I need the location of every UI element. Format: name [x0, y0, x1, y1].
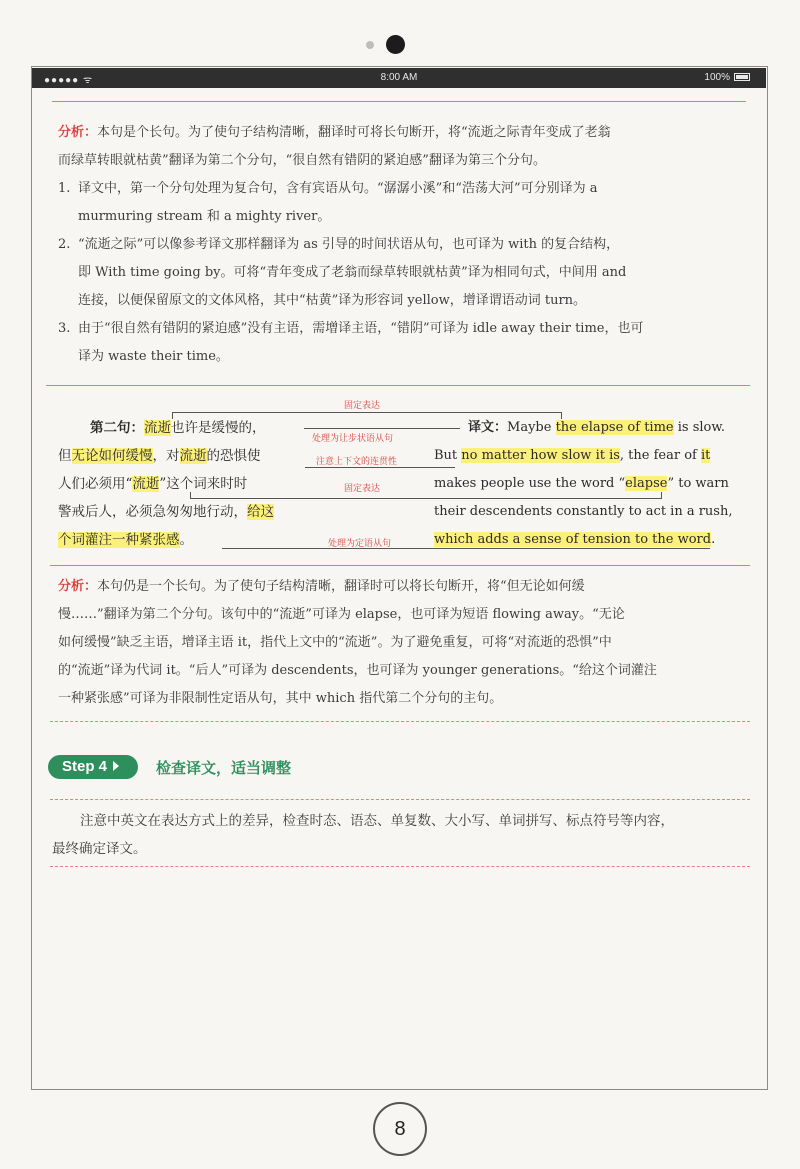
analysis-1-list — [50, 175, 750, 371]
analysis-label: 分析： — [58, 579, 98, 594]
divider — [46, 385, 750, 386]
divider — [52, 101, 746, 102]
list-item: 3. 由于“很自然有错阴的紧迫感”没有主语，需增译主语，“错阴”可译为 idle away their time，也可 译为 waste their time。 — [58, 321, 644, 364]
sentence-label: 第二句： — [90, 420, 144, 436]
status-bar — [32, 68, 766, 88]
analysis-2: 分析：本句仍是一个长句。为了使句子结构清晰，翻译时可以将长句断开，将“但无论如何缓 慢……”翻译为第二个分句。该句中的“流逝”可译为 elapse，也可译为短语 flowing away。“无论 如何缓慢”缺乏主语，增译主语 it，指代上文中的“流逝”。为了避免重复，可将“对流逝的恐惧”中 的“流逝”译为代词 it。“后人”可译为 descendents，也可译为 younger generations。“给这个词灌注 一种紧张感”可译为非限制性定语从句，其中 which 指代第二个分句的主句。 — [58, 579, 657, 706]
status-time: 8:00 AM — [380, 72, 418, 83]
battery-icon — [734, 73, 750, 81]
translation-label: 译文： — [468, 420, 508, 435]
dashed-divider — [50, 721, 750, 722]
divider — [50, 565, 750, 566]
list-item: 1. 译文中，第一个分句处理为复合句，含有宾语从句。“潺潺小溪”和“浩荡大河”可分别译为 a murmuring stream 和 a mighty river。 — [58, 181, 598, 224]
camera-dot — [386, 35, 405, 54]
play-arrow-icon — [113, 761, 119, 771]
annotation-note: 处理为定语从句 — [328, 539, 392, 549]
sentence-2-english: 译文：Maybe the elapse of time is slow. But no matter how slow it is, the fear of it makes people use the word “elapse” to warn their descendents constantly to act in a rush, which adds a sense of tension to the word. — [434, 420, 733, 547]
sentence-2-chinese: 第二句：流逝也许是缓慢的， 但无论如何缓慢，对流逝的恐惧使 人们必须用“流逝”这个词来时时 警戒后人，必须急匆匆地行动，给这 个词灌注一种紧张感。 — [58, 420, 274, 548]
analysis-label: 分析： — [58, 125, 98, 140]
step-4-badge: Step 4 — [48, 755, 138, 779]
analysis-1-intro: 分析：本句是个长句。为了使句子结构清晰，翻译时可将长句断开，将“流逝之际青年变成了老翁 而绿草转眼就枯黄”翻译为第二个分句，“很自然有错阴的紧迫感”翻译为第三个分句。 — [58, 125, 611, 168]
annotation-bracket — [172, 412, 562, 419]
signal-icon: ●●●●● ᯤ — [44, 75, 94, 86]
annotation-note: 固定表达 — [344, 401, 381, 411]
annotation-bracket — [222, 548, 710, 549]
page-indicator-dot — [366, 41, 374, 49]
dashed-divider — [50, 866, 750, 867]
battery-indicator: 100% — [704, 72, 750, 83]
step-4-title: 检查译文，适当调整 — [156, 759, 292, 777]
step-4-body: 注意中英文在表达方式上的差异，检查时态、语态、单复数、大小写、单词拼写、标点符号等内容， 最终确定译文。 — [52, 813, 674, 857]
annotation-bracket — [190, 492, 662, 499]
dashed-divider — [50, 799, 750, 800]
annotation-bracket — [304, 428, 460, 429]
annotation-note: 固定表达 — [344, 484, 381, 494]
page-number: 8 — [373, 1102, 427, 1156]
annotation-bracket — [305, 467, 455, 468]
list-item: 2. “流逝之际”可以像参考译文那样翻译为 as 引导的时间状语从句，也可译为 with 的复合结构， 即 With time going by。可将“青年变成了老翁而绿草转眼就枯黄”译为相同句式，中间用 and 连接，以便保留原文的文体风格，其中“枯黄”译为形容词 yellow，增译谓语动词 turn。 — [58, 237, 627, 308]
annotation-note: 处理为让步状语从句 — [312, 434, 394, 444]
annotation-note: 注意上下文的连贯性 — [316, 457, 398, 467]
